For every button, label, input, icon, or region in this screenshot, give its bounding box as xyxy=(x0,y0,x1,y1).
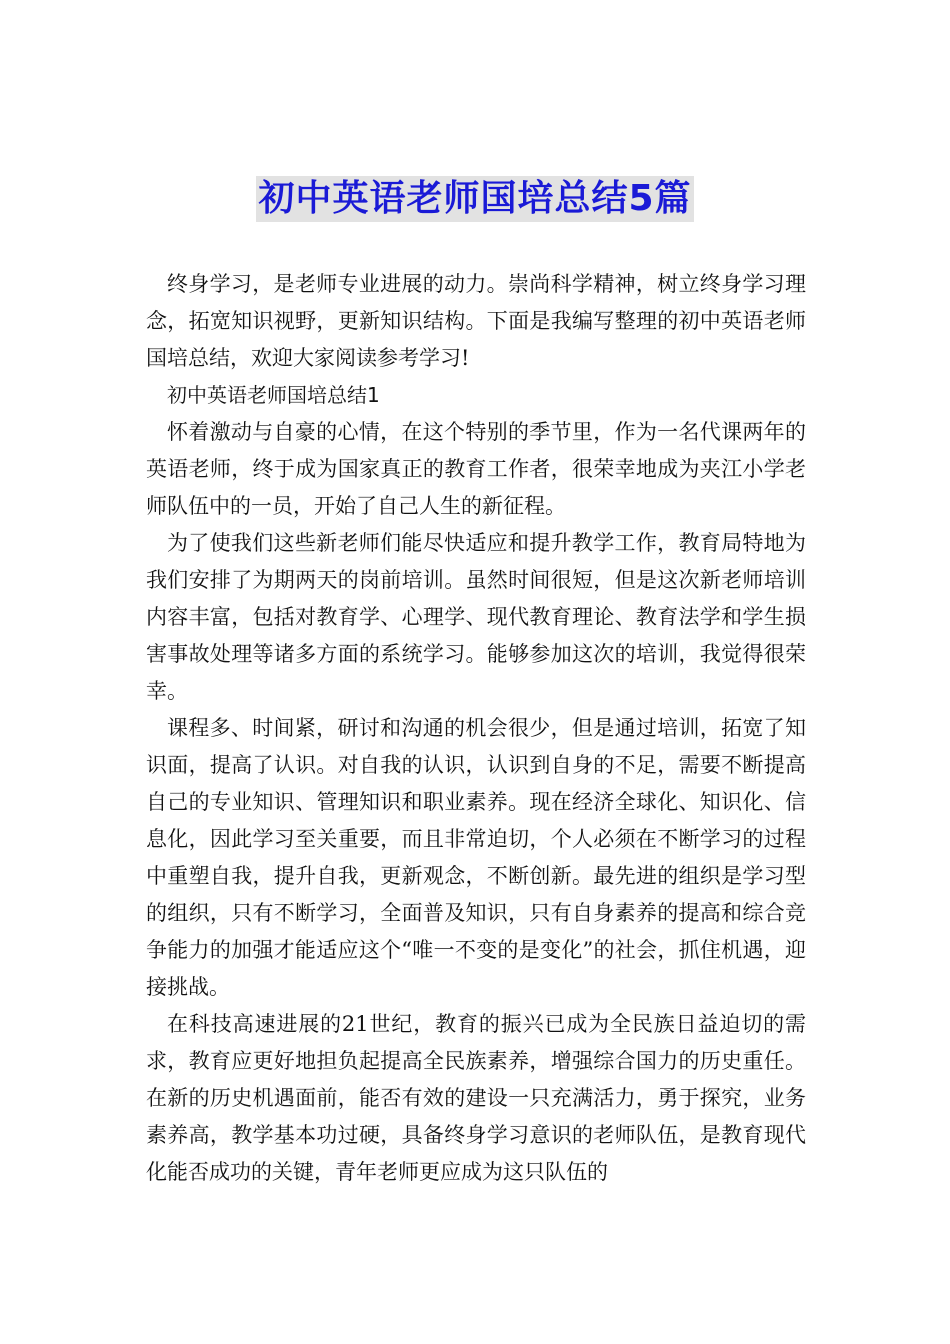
body-paragraph: 在科技高速进展的21世纪，教育的振兴已成为全民族日益迫切的需求，教育应更好地担负起提高全民族素养，增强综合国力的历史重任。在新的历史机遇面前，能否有效的建设一只充满活力，勇于探究，业务素养高，教学基本功过硬，具备终身学习意识的老师队伍，是教育现代化能否成功的关键，青年老师更应成为这只队伍的 xyxy=(146,1012,806,1184)
document-body xyxy=(146,266,806,1191)
intro-paragraph: 终身学习，是老师专业进展的动力。崇尚科学精神，树立终身学习理念，拓宽知识视野，更新知识结构。下面是我编写整理的初中英语老师国培总结，欢迎大家阅读参考学习! xyxy=(146,272,806,370)
body-paragraph: 怀着激动与自豪的心情，在这个特别的季节里，作为一名代课两年的英语老师，终于成为国家真正的教育工作者，很荣幸地成为夹江小学老师队伍中的一员，开始了自己人生的新征程。 xyxy=(146,420,806,518)
body-paragraph: 课程多、时间紧，研讨和沟通的机会很少，但是通过培训，拓宽了知识面，提高了认识。对自我的认识，认识到自身的不足，需要不断提高自己的专业知识、管理知识和职业素养。现在经济全球化、知识化、信息化，因此学习至关重要，而且非常迫切，个人必须在不断学习的过程中重塑自我，提升自我，更新观念，不断创新。最先进的组织是学习型的组织，只有不断学习，全面普及知识，只有自身素养的提高和综合竞争能力的加强才能适应这个“唯一不变的是变化”的社会，抓住机遇，迎接挑战。 xyxy=(146,716,806,999)
document-title: 初中英语老师国培总结5篇 xyxy=(256,176,693,222)
title-container xyxy=(0,176,950,222)
section-heading: 初中英语老师国培总结1 xyxy=(167,383,380,407)
body-paragraph: 为了使我们这些新老师们能尽快适应和提升教学工作，教育局特地为我们安排了为期两天的岗前培训。虽然时间很短，但是这次新老师培训内容丰富，包括对教育学、心理学、现代教育理论、教育法学和学生损害事故处理等诸多方面的系统学习。能够参加这次的培训，我觉得很荣幸。 xyxy=(146,531,806,703)
